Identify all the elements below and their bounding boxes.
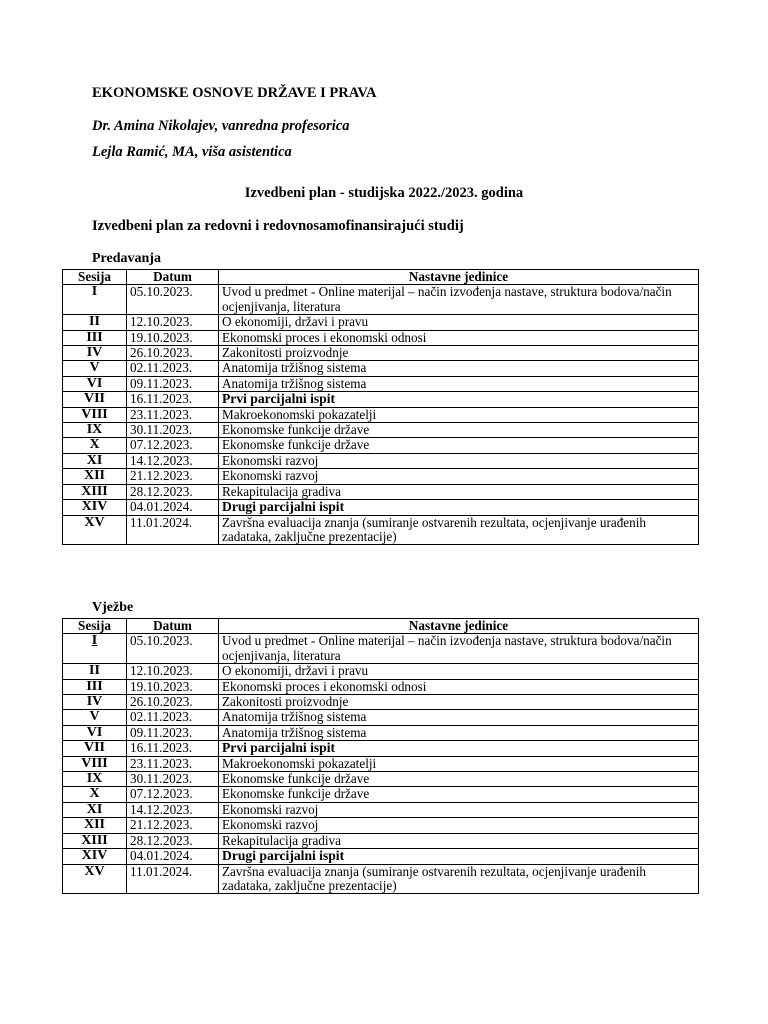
column-header-sesija: Sesija [63, 619, 127, 634]
unit-cell: Završna evaluacija znanja (sumiranje ostvarenih rezultata, ocjenjivanje urađenih zadataka, zaključne prezentacije) [219, 515, 699, 545]
session-cell: V [63, 710, 127, 725]
unit-cell: Rekapitulacija gradiva [219, 484, 699, 499]
session-cell: XV [63, 864, 127, 894]
column-header-sesija: Sesija [63, 270, 127, 285]
table-row [63, 469, 699, 484]
unit-cell: Drugi parcijalni ispit [219, 500, 699, 515]
table-row [63, 802, 699, 817]
session-cell: VII [63, 392, 127, 407]
session-cell: XIV [63, 500, 127, 515]
table-row [63, 330, 699, 345]
date-cell: 16.11.2023. [127, 392, 219, 407]
section-label-predavanja: Predavanja [92, 251, 161, 266]
column-header-nastavne-jedinice: Nastavne jedinice [219, 619, 699, 634]
date-cell: 02.11.2023. [127, 710, 219, 725]
unit-cell: Anatomija tržišnog sistema [219, 361, 699, 376]
session-cell: VI [63, 376, 127, 391]
date-cell: 14.12.2023. [127, 802, 219, 817]
unit-cell: Prvi parcijalni ispit [219, 392, 699, 407]
session-cell: III [63, 330, 127, 345]
table-row [63, 679, 699, 694]
unit-cell: Makroekonomski pokazatelji [219, 407, 699, 422]
date-cell: 28.12.2023. [127, 484, 219, 499]
unit-cell: O ekonomiji, državi i pravu [219, 315, 699, 330]
table-row [63, 772, 699, 787]
date-cell: 04.01.2024. [127, 500, 219, 515]
date-cell: 23.11.2023. [127, 756, 219, 771]
date-cell: 26.10.2023. [127, 346, 219, 361]
unit-cell: Ekonomski proces i ekonomski odnosi [219, 330, 699, 345]
session-cell: V [63, 361, 127, 376]
session-cell: X [63, 438, 127, 453]
assistant-name: Lejla Ramić, MA, viša asistentica [92, 144, 292, 160]
section-label-vjezbe: Vježbe [92, 600, 134, 615]
table-row [63, 710, 699, 725]
unit-cell: Ekonomski razvoj [219, 453, 699, 468]
table-row [63, 833, 699, 848]
session-cell: IV [63, 695, 127, 710]
vjezbe-table [62, 618, 699, 894]
date-cell: 21.12.2023. [127, 469, 219, 484]
date-cell: 05.10.2023. [127, 285, 219, 315]
plan-subtitle: Izvedbeni plan za redovni i redovnosamofinansirajući studij [92, 218, 464, 234]
professor-name: Dr. Amina Nikolajev, vanredna profesorica [92, 118, 350, 134]
date-cell: 30.11.2023. [127, 423, 219, 438]
unit-cell: Ekonomske funkcije države [219, 772, 699, 787]
session-cell: II [63, 664, 127, 679]
column-header-datum: Datum [127, 270, 219, 285]
date-cell: 12.10.2023. [127, 664, 219, 679]
table-row [63, 285, 699, 315]
date-cell: 19.10.2023. [127, 330, 219, 345]
unit-cell: Makroekonomski pokazatelji [219, 756, 699, 771]
unit-cell: Završna evaluacija znanja (sumiranje ostvarenih rezultata, ocjenjivanje urađenih zadataka, zaključne prezentacije) [219, 864, 699, 894]
table-row [63, 438, 699, 453]
table-row [63, 453, 699, 468]
session-cell: X [63, 787, 127, 802]
date-cell: 11.01.2024. [127, 864, 219, 894]
unit-cell: Zakonitosti proizvodnje [219, 346, 699, 361]
table-row [63, 787, 699, 802]
unit-cell: Prvi parcijalni ispit [219, 741, 699, 756]
course-title: EKONOMSKE OSNOVE DRŽAVE I PRAVA [92, 85, 377, 101]
table-row [63, 346, 699, 361]
date-cell: 07.12.2023. [127, 438, 219, 453]
table-row [63, 361, 699, 376]
table-row [63, 634, 699, 664]
table-row [63, 756, 699, 771]
table-row [63, 818, 699, 833]
date-cell: 12.10.2023. [127, 315, 219, 330]
unit-cell: Uvod u predmet - Online materijal – način izvođenja nastave, struktura bodova/način ocjenjivanja, literatura [219, 285, 699, 315]
table-row [63, 515, 699, 545]
table-row [63, 315, 699, 330]
session-cell: VII [63, 741, 127, 756]
date-cell: 09.11.2023. [127, 725, 219, 740]
session-cell: VI [63, 725, 127, 740]
date-cell: 04.01.2024. [127, 849, 219, 864]
session-cell: XV [63, 515, 127, 545]
date-cell: 19.10.2023. [127, 679, 219, 694]
date-cell: 05.10.2023. [127, 634, 219, 664]
date-cell: 02.11.2023. [127, 361, 219, 376]
column-header-nastavne-jedinice: Nastavne jedinice [219, 270, 699, 285]
unit-cell: Anatomija tržišnog sistema [219, 710, 699, 725]
table-row [63, 864, 699, 894]
table-row [63, 849, 699, 864]
column-header-datum: Datum [127, 619, 219, 634]
unit-cell: Ekonomski razvoj [219, 469, 699, 484]
session-cell: II [63, 315, 127, 330]
date-cell: 28.12.2023. [127, 833, 219, 848]
date-cell: 23.11.2023. [127, 407, 219, 422]
date-cell: 16.11.2023. [127, 741, 219, 756]
session-cell: XII [63, 818, 127, 833]
predavanja-table [62, 269, 699, 545]
session-cell: IX [63, 423, 127, 438]
date-cell: 09.11.2023. [127, 376, 219, 391]
date-cell: 11.01.2024. [127, 515, 219, 545]
session-cell: XII [63, 469, 127, 484]
session-cell: I [63, 285, 127, 315]
session-cell: XI [63, 453, 127, 468]
unit-cell: Uvod u predmet - Online materijal – način izvođenja nastave, struktura bodova/način ocjenjivanja, literatura [219, 634, 699, 664]
session-cell: XIII [63, 484, 127, 499]
unit-cell: O ekonomiji, državi i pravu [219, 664, 699, 679]
unit-cell: Ekonomske funkcije države [219, 438, 699, 453]
date-cell: 26.10.2023. [127, 695, 219, 710]
table-row [63, 423, 699, 438]
unit-cell: Zakonitosti proizvodnje [219, 695, 699, 710]
date-cell: 30.11.2023. [127, 772, 219, 787]
session-cell: XIII [63, 833, 127, 848]
unit-cell: Ekonomske funkcije države [219, 423, 699, 438]
table-row [63, 500, 699, 515]
session-cell: I [63, 634, 127, 664]
unit-cell: Ekonomski proces i ekonomski odnosi [219, 679, 699, 694]
table-row [63, 484, 699, 499]
date-cell: 07.12.2023. [127, 787, 219, 802]
plan-title: Izvedbeni plan - studijska 2022./2023. godina [244, 185, 524, 201]
unit-cell: Ekonomski razvoj [219, 818, 699, 833]
unit-cell: Ekonomske funkcije države [219, 787, 699, 802]
table-row [63, 407, 699, 422]
unit-cell: Anatomija tržišnog sistema [219, 725, 699, 740]
session-cell: III [63, 679, 127, 694]
unit-cell: Ekonomski razvoj [219, 802, 699, 817]
unit-cell: Anatomija tržišnog sistema [219, 376, 699, 391]
session-cell: IX [63, 772, 127, 787]
session-cell: IV [63, 346, 127, 361]
unit-cell: Drugi parcijalni ispit [219, 849, 699, 864]
session-cell: XIV [63, 849, 127, 864]
table-row [63, 664, 699, 679]
table-row [63, 741, 699, 756]
unit-cell: Rekapitulacija gradiva [219, 833, 699, 848]
session-cell: VIII [63, 407, 127, 422]
table-row [63, 392, 699, 407]
session-cell: VIII [63, 756, 127, 771]
table-header-row [63, 270, 699, 285]
table-header-row [63, 619, 699, 634]
session-cell: XI [63, 802, 127, 817]
table-row [63, 376, 699, 391]
table-row [63, 695, 699, 710]
table-row [63, 725, 699, 740]
date-cell: 21.12.2023. [127, 818, 219, 833]
date-cell: 14.12.2023. [127, 453, 219, 468]
